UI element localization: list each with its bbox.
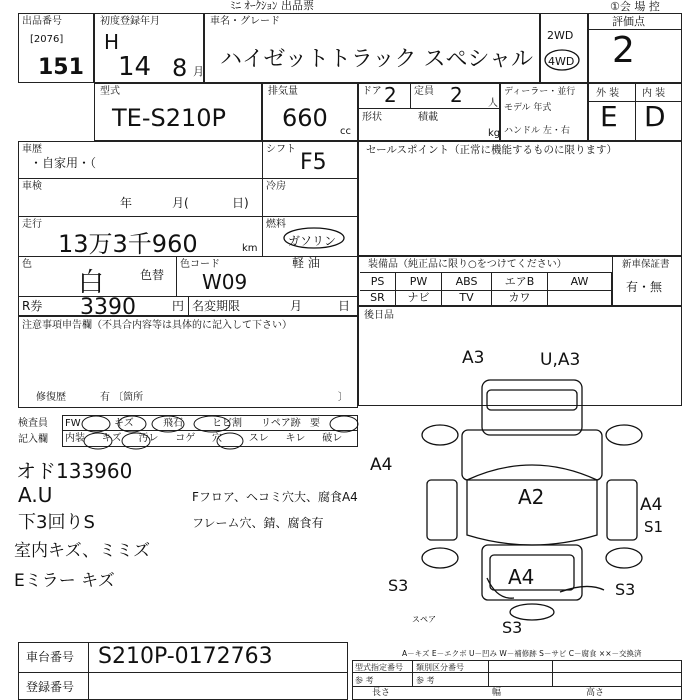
legend-chip-row1-5: 要	[310, 418, 320, 429]
exterior-value: E	[600, 100, 618, 133]
mileage-label: 走行	[22, 219, 42, 230]
lot-sub: [2076]	[30, 34, 64, 45]
inspector-note-1: オド133960	[16, 459, 133, 483]
mark-a3-right: U,A3	[540, 350, 581, 370]
legend-chip-row2-1: キズ	[101, 433, 122, 444]
capacity-label: 定員	[414, 86, 434, 97]
score-label: 評価点	[612, 15, 645, 28]
lot-label: 出品番号	[22, 16, 62, 27]
inspection-year: 年	[120, 196, 133, 210]
mark-a4-front: A4	[370, 455, 393, 475]
spare-label: スペア	[412, 615, 436, 624]
equipment-title: 装備品（純正品に限り○をつけてください）	[368, 259, 567, 270]
shift-value: F5	[300, 150, 327, 175]
drive-4wd: 4WD	[548, 55, 575, 68]
legend-chip-row2-2: 汚レ	[138, 433, 159, 444]
mark-s1: S1	[644, 518, 664, 536]
mark-s3-rear: S3	[502, 618, 523, 637]
damage-note-2: フレーム穴、錆、腐食有	[192, 516, 324, 530]
handle-label: ハンドル 左・右	[504, 126, 570, 136]
legend-chip-row2-7: 破レ	[322, 433, 343, 444]
exterior-label: 外 装	[596, 88, 620, 99]
lot-number: 151	[38, 55, 84, 80]
type-value: TE-S210P	[112, 104, 226, 132]
doors-label: ドア	[362, 86, 382, 97]
legend-chip-row2-3: コゲ	[175, 433, 196, 444]
inspector-note-2: A.U	[18, 483, 53, 507]
repair-value: 有 〔箇所	[100, 392, 144, 403]
key-col-4: 参 考	[416, 676, 435, 685]
equipment-row-2	[360, 289, 612, 307]
legend-row-2-label: 記入欄	[18, 434, 48, 445]
interior-value: D	[644, 100, 666, 133]
doors-value: 2	[384, 83, 397, 107]
fuel-label: 燃料	[266, 219, 286, 230]
recycle-label: 新車保証書	[622, 259, 670, 270]
equipment-item-4: AW	[548, 273, 612, 290]
equipment-item-2-3: カワ	[492, 289, 548, 306]
registration-month: 8	[172, 54, 188, 82]
displacement-value: 660	[282, 104, 328, 132]
shape-label: 形状	[362, 112, 382, 123]
inspector-note-3: 下3回りS	[18, 512, 95, 533]
equipment-item-2: ABS	[442, 273, 492, 290]
mark-a4-bed: A4	[508, 565, 535, 589]
registration-month-unit: 月	[193, 65, 204, 78]
equipment-item-2-2: TV	[442, 289, 492, 306]
registration-year: 14	[118, 52, 152, 82]
registration-era: H	[104, 30, 120, 54]
model-year-label: モデル 年式	[504, 103, 552, 113]
registration-label: 初度登録年月	[100, 16, 160, 27]
model-label: 車名・グレード	[210, 16, 280, 27]
drive-2wd: 2WD	[547, 29, 574, 42]
legend-chip-row1-3: ヒビ割	[212, 418, 242, 429]
dim-height: 高さ	[586, 688, 605, 698]
color-code-label: 色コード	[180, 259, 220, 270]
notes-label: 注意事項申告欄（不具合内容等は具体的に記入して下さい）	[22, 320, 292, 331]
legend-chip-row2-0: 内装	[65, 433, 85, 444]
mark-a2-center: A2	[518, 485, 545, 509]
mark-a4-side: A4	[640, 495, 663, 515]
shift-label: シフト	[266, 144, 296, 155]
capacity-unit: 人	[488, 98, 498, 109]
color-value: 白	[78, 268, 105, 298]
color-label: 色	[22, 259, 32, 270]
legend-chip-row2-4: 穴	[212, 433, 222, 444]
mark-s3-left: S3	[388, 576, 409, 595]
name-change-expiry: 名変期限	[192, 299, 241, 313]
repair-label: 修復歴	[36, 392, 66, 403]
expiry-month: 月	[290, 299, 303, 313]
equipment-item-3: エアB	[492, 273, 548, 290]
sales-point-label: セールスポイント（正常に機能するものに限ります）	[366, 144, 618, 156]
fuel-value: ガソリン	[288, 234, 337, 248]
r-ticket-unit: 円	[172, 299, 185, 313]
legend-chip-row2-6: キレ	[285, 433, 306, 444]
equipment-item-0: PS	[360, 273, 396, 290]
displacement-label: 排気量	[268, 86, 298, 97]
chassis-value: S210P-0172763	[98, 644, 273, 669]
mileage-unit: km	[242, 243, 258, 254]
damage-key: A－キズ E－エクボ U－凹み W－補修跡 S－サビ C－腐食 ××－交換済	[402, 649, 642, 658]
score-value: 2	[612, 30, 635, 71]
after-note-label: 後日品	[364, 310, 394, 321]
interior-label: 内 装	[642, 88, 666, 99]
r-ticket-label: R券	[22, 299, 43, 313]
load-label: 積載	[418, 112, 438, 123]
drive-4wd-circle	[543, 48, 581, 72]
displacement-unit: cc	[340, 126, 351, 137]
legend-row-1-label: 検査員	[18, 418, 48, 429]
color-code-value: W09	[202, 270, 248, 294]
capacity-value: 2	[450, 83, 463, 107]
key-col-2: 類別区分番号	[416, 663, 464, 672]
type-label: 型式	[100, 86, 120, 97]
chassis-label: 車台番号	[26, 650, 75, 664]
inspector-note-4: 室内キズ、ミミズ	[14, 541, 151, 561]
mark-s3-right: S3	[615, 580, 636, 599]
usage-label: 車歴	[22, 144, 42, 155]
load-unit: kg	[488, 128, 501, 139]
ac-label: 冷房	[266, 181, 286, 192]
legend-chip-row1-0: FW	[65, 418, 81, 429]
dim-width: 幅	[492, 688, 502, 698]
venue-copy-label: ①会 場 控	[610, 0, 660, 13]
usage-value: ・自家用・（	[30, 156, 97, 170]
equipment-item-2-1: ナビ	[396, 289, 442, 306]
legend-chip-row1-4: リペア跡	[261, 418, 301, 429]
sales-point-box	[358, 141, 682, 256]
key-col-3: 参 考	[355, 676, 374, 685]
key-col-1: 型式指定番号	[355, 663, 403, 672]
inspection-label: 車検	[22, 181, 42, 192]
legend-circles	[60, 410, 360, 452]
mileage-value: 13万3千960	[58, 230, 198, 258]
dealer-label: ディーラー・並行	[504, 87, 576, 97]
r-ticket-value: 3390	[80, 295, 136, 320]
inspection-day: 日)	[232, 196, 249, 210]
inspection-month: 月(	[172, 196, 189, 210]
recycle-value: 有・無	[626, 280, 663, 294]
inspector-note-5: Eミラー キズ	[14, 571, 115, 591]
damage-note-1: Fフロア、ヘコミ穴大、腐食A4	[192, 490, 358, 504]
expiry-day: 日	[338, 299, 351, 313]
equipment-item-1: PW	[396, 273, 442, 290]
fuel-circle	[282, 226, 346, 250]
legend-chip-row1-1: キズ	[114, 418, 134, 429]
fuel-diesel: 軽 油	[292, 256, 320, 270]
mark-a3-left: A3	[462, 348, 485, 368]
legend-chip-row2-5: スレ	[248, 433, 269, 444]
form-top-text: ﾐﾆ ｵｰｸｼｮﾝ 出品票	[230, 0, 314, 12]
model-name: ハイゼットトラック スペシャル	[220, 47, 534, 72]
dim-length: 長さ	[372, 688, 391, 698]
legend-chip-row1-2: 飛石	[163, 418, 183, 429]
equipment-item-2-0: SR	[360, 289, 396, 306]
reg-no-label: 登録番号	[26, 680, 75, 694]
color-change-label: 色替	[140, 268, 165, 282]
equipment-item-2-4	[548, 289, 612, 306]
